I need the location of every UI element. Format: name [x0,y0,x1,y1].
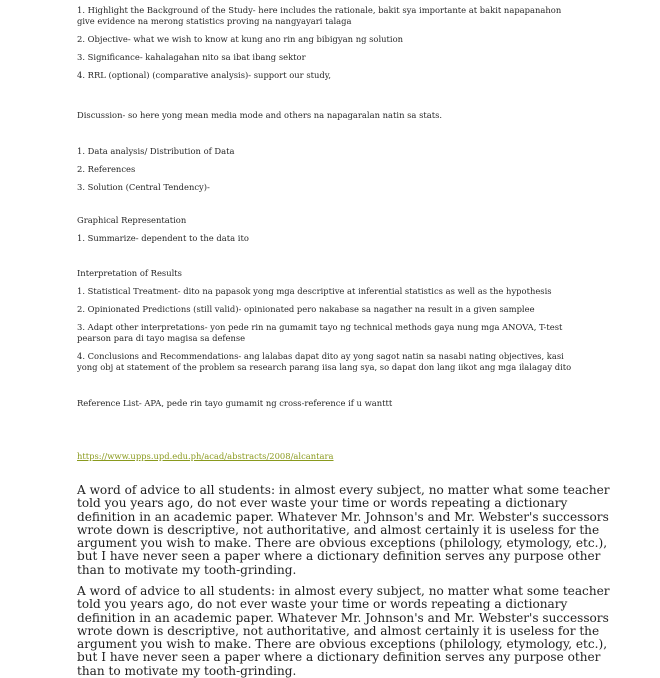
interpretation-section [77,268,571,380]
interpretation-item-4: 4. Conclusions and Recommendations- ang lalabas dapat dito ay yong sagot natin sa nasabi nating objectives, kasi yong obj at statement of the problem sa research parang iisa lang sya, so dapat don lang iikot ang mga ilalagay dito [77,351,572,372]
data-item-1: 1. Data analysis/ Distribution of Data [77,146,235,156]
intro-item-4: 4. RRL (optional) (comparative analysis)- support our study, [77,70,332,80]
graphical-heading: Graphical Representation [77,215,187,225]
data-item-2: 2. References [77,164,136,174]
graphical-section [77,215,249,251]
introduction-heading [77,0,561,1]
data-section [77,146,234,200]
interpretation-item-3: 3. Adapt other interpretations- yon pede rin na gumamit tayo ng technical methods gaya nung mga ANOVA, T-test pearson para di tayo magisa sa defense [77,322,563,343]
advice-paragraph-1: A word of advice to all students: in almost every subject, no matter what some teacher told you years ago, do not ever waste your time or words repeating a dictionary definition in an academic paper. Whatever Mr. Johnson's and Mr. Webster's successors wrote down is descriptive, not authoritative, and almost certainly it is useless for the argument you wish to make. There are obvious exceptions (philology, etymology, etc.), but I have never seen a paper where a dictionary definition serves any purpose other than to motivate my tooth-grinding. [77,483,610,577]
reference-section [77,398,392,416]
intro-item-2: 2. Objective- what we wish to know at kung ano rin ang bibigyan ng solution [77,34,404,44]
graphical-item-1: 1. Summarize- dependent to the data ito [77,233,249,243]
discussion-section [77,110,442,128]
advice-paragraph-2: A word of advice to all students: in almost every subject, no matter what some teacher told you years ago, do not ever waste your time or words repeating a dictionary definition in an academic paper. Whatever Mr. Johnson's and Mr. Webster's successors wrote down is descriptive, not authoritative, and almost certainly it is useless for the argument you wish to make. There are obvious exceptions (philology, etymology, etc.), but I have never seen a paper where a dictionary definition serves any purpose other than to motivate my tooth-grinding. [77,584,610,678]
reference-link[interactable]: https://www.upps.upd.edu.ph/acad/abstracts/2008/alcantara [77,451,334,461]
data-item-3: 3. Solution (Central Tendency)- [77,182,210,192]
introduction-section [77,0,561,88]
discussion-text: Discussion- so here yong mean media mode and others na napagaralan natin sa stats. [77,110,443,120]
link-section [77,451,334,462]
intro-item-3: 3. Significance- kahalagahan nito sa ibat ibang sektor [77,52,306,62]
interpretation-heading: Interpretation of Results [77,268,182,278]
intro-item-1: 1. Highlight the Background of the Study- here includes the rationale, bakit sya importante at bakit napapanahon give evidence na merong statistics proving na nangyayari talaga [77,5,562,26]
reference-text: Reference List- APA, pede rin tayo gumamit ng cross-reference if u wanttt [77,398,393,408]
interpretation-item-1: 1. Statistical Treatment- dito na papasok yong mga descriptive at inferential statistics as well as the hypothesis [77,286,552,296]
interpretation-item-2: 2. Opinionated Predictions (still valid)- opinionated pero nakabase sa nagather na result in a given samplee [77,304,535,314]
